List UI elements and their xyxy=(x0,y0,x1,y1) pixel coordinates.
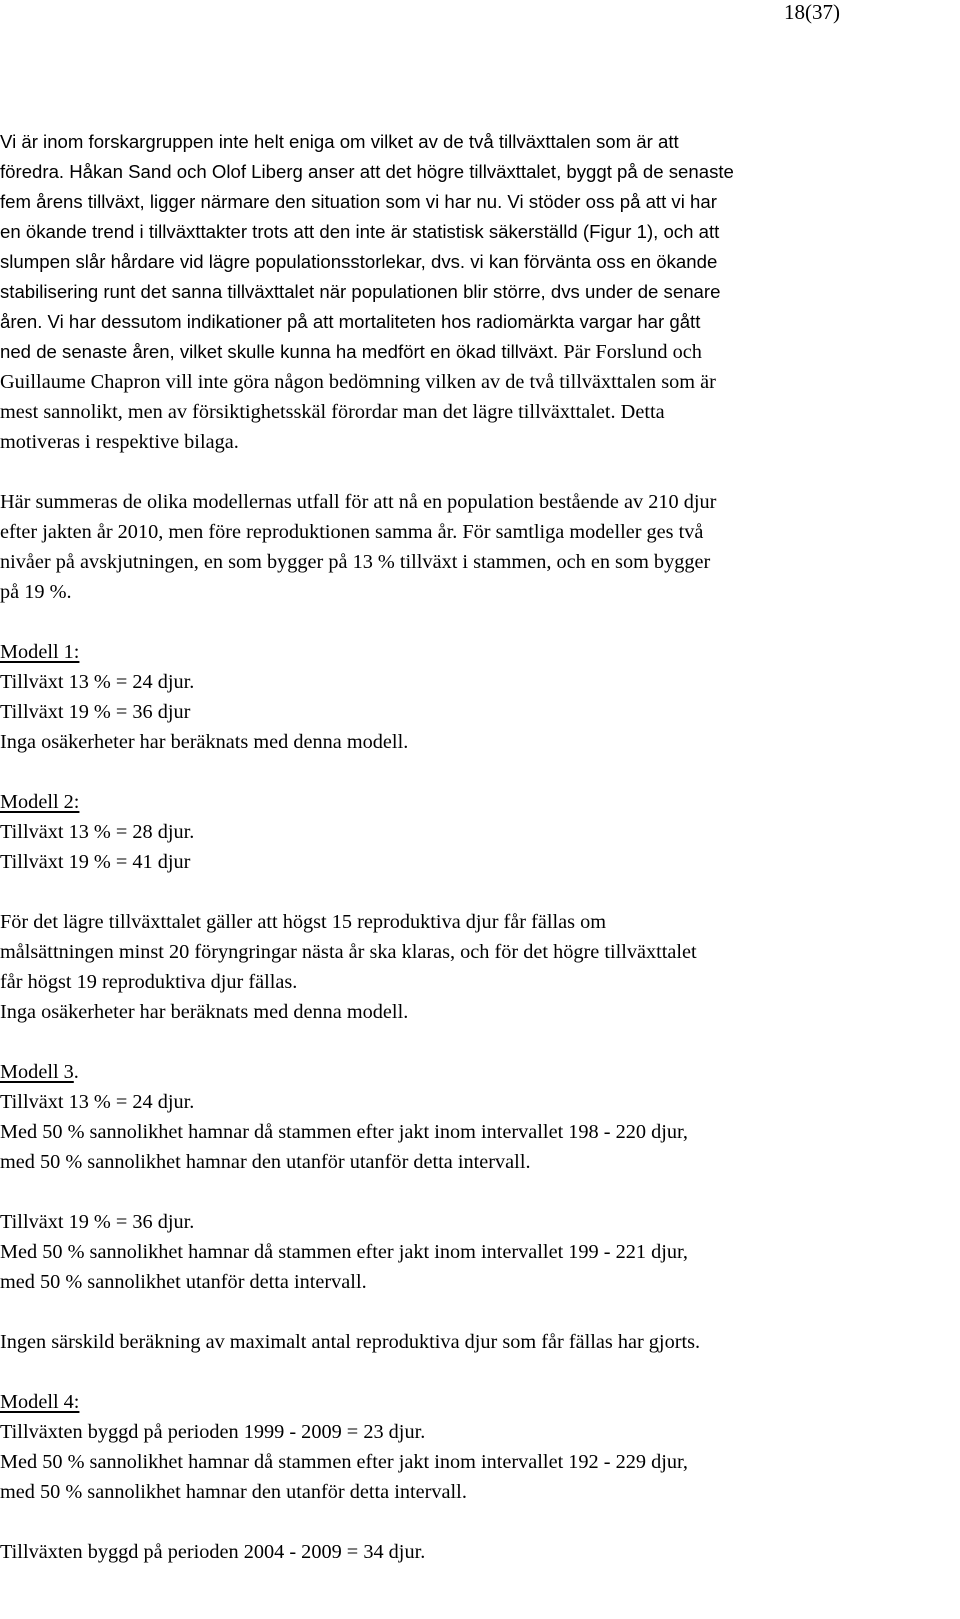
model-3-section xyxy=(0,1057,940,1177)
text-line: Med 50 % sannolikhet hamnar då stammen efter jakt inom intervallet 198 - 220 djur, xyxy=(0,1121,689,1143)
text-line: Tillväxten byggd på perioden 2004 - 2009 = 34 djur. xyxy=(0,1541,426,1563)
text-run: fem årens tillväxt, ligger närmare den situation som vi har nu. Vi stöder oss på att vi har xyxy=(0,191,717,212)
text-run: Guillaume Chapron vill inte göra någon bedömning vilken av de två tillväxttalen som är xyxy=(0,371,716,393)
text-line: Med 50 % sannolikhet hamnar då stammen efter jakt inom intervallet 192 - 229 djur, xyxy=(0,1451,689,1473)
text-line: Tillväxt 19 % = 41 djur xyxy=(0,851,191,873)
text-line xyxy=(0,277,940,307)
text-line: nivåer på avskjutningen, en som bygger på 13 % tillväxt i stammen, och en som bygger xyxy=(0,551,711,573)
paragraph-gap xyxy=(0,607,940,637)
heading-text: Modell 2: xyxy=(0,791,80,813)
text-line: får högst 19 reproduktiva djur fällas. xyxy=(0,971,298,993)
model-2-note xyxy=(0,907,940,1027)
text-run: mest sannolikt, men av försiktighetsskäl förordar man det lägre tillväxttalet. Detta xyxy=(0,401,665,423)
text-line: Inga osäkerheter har beräknats med denna modell. xyxy=(0,1001,409,1023)
text-line: Tillväxt 13 % = 24 djur. xyxy=(0,1091,195,1113)
text-line: Inga osäkerheter har beräknats med denna modell. xyxy=(0,731,409,753)
heading-text: Modell 3 xyxy=(0,1061,74,1083)
heading-suffix: . xyxy=(73,1061,79,1083)
text-line xyxy=(0,337,940,367)
paragraph-gap xyxy=(0,1357,940,1387)
heading-text: Modell 1: xyxy=(0,641,80,663)
text-line: För det lägre tillväxttalet gäller att högst 15 reproduktiva djur får fällas om xyxy=(0,911,607,933)
paragraph-gap xyxy=(0,877,940,907)
summary-paragraph xyxy=(0,487,940,607)
text-line xyxy=(0,397,940,427)
text-line: efter jakten år 2010, men före reproduktionen samma år. För samtliga modeller ges två xyxy=(0,521,704,543)
heading-text: Modell 4: xyxy=(0,1391,80,1413)
text-line xyxy=(0,157,940,187)
text-line xyxy=(0,247,940,277)
text-line: med 50 % sannolikhet hamnar den utanför utanför detta intervall. xyxy=(0,1151,531,1173)
text-line xyxy=(0,127,940,157)
text-line xyxy=(0,367,940,397)
text-line: på 19 %. xyxy=(0,581,72,603)
model-1-section xyxy=(0,637,940,757)
model-2-heading xyxy=(0,787,940,817)
text-run: föredra. Håkan Sand och Olof Liberg anser att det högre tillväxttalet, byggt på de senaste xyxy=(0,161,734,182)
model-3-heading xyxy=(0,1057,940,1087)
document-body xyxy=(0,127,940,1567)
paragraph-gap xyxy=(0,757,940,787)
paragraph-gap xyxy=(0,1297,940,1327)
paragraph-gap xyxy=(0,457,940,487)
text-run: ned de senaste åren, vilket skulle kunna ha medfört en ökad tillväxt. xyxy=(0,341,564,362)
model-3-block-2 xyxy=(0,1207,940,1297)
text-line: Tillväxt 19 % = 36 djur xyxy=(0,701,191,723)
text-run: Pär Forslund och xyxy=(563,341,702,363)
text-line: Tillväxt 13 % = 24 djur. xyxy=(0,671,195,693)
model-1-heading xyxy=(0,637,940,667)
model-4-section xyxy=(0,1387,940,1507)
text-run: en ökande trend i tillväxttakter trots att den inte är statistisk säkerställd (Figur 1), och att xyxy=(0,221,720,242)
model-2-section xyxy=(0,787,940,877)
text-line: med 50 % sannolikhet hamnar den utanför detta intervall. xyxy=(0,1481,467,1503)
text-line: Tillväxt 19 % = 36 djur. xyxy=(0,1211,195,1233)
text-run: motiveras i respektive bilaga. xyxy=(0,431,239,453)
text-line: målsättningen minst 20 föryngringar nästa år ska klaras, och för det högre tillväxttalet xyxy=(0,941,697,963)
page-number: 18(37) xyxy=(784,0,840,24)
paragraph-gap xyxy=(0,1507,940,1537)
text-run: stabilisering runt det sanna tillväxttalet när populationen blir större, dvs under de senare xyxy=(0,281,721,302)
paragraph-gap xyxy=(0,1027,940,1057)
text-line: Med 50 % sannolikhet hamnar då stammen efter jakt inom intervallet 199 - 221 djur, xyxy=(0,1241,689,1263)
text-line: Ingen särskild beräkning av maximalt antal reproduktiva djur som får fällas har gjorts. xyxy=(0,1331,701,1353)
model-3-note xyxy=(0,1327,940,1357)
text-run: slumpen slår hårdare vid lägre populationsstorlekar, dvs. vi kan förvänta oss en ökande xyxy=(0,251,718,272)
text-line: Tillväxt 13 % = 28 djur. xyxy=(0,821,195,843)
text-line xyxy=(0,427,940,457)
text-line: med 50 % sannolikhet utanför detta intervall. xyxy=(0,1271,367,1293)
text-run: åren. Vi har dessutom indikationer på att mortaliteten hos radiomärkta vargar har gått xyxy=(0,311,701,332)
model-4-heading xyxy=(0,1387,940,1417)
text-line xyxy=(0,187,940,217)
model-4-trailing xyxy=(0,1537,940,1567)
text-line xyxy=(0,307,940,337)
text-line xyxy=(0,217,940,247)
text-run: Vi är inom forskargruppen inte helt eniga om vilket av de två tillväxttalen som är att xyxy=(0,131,679,152)
text-line: Här summeras de olika modellernas utfall för att nå en population bestående av 210 djur xyxy=(0,491,717,513)
text-line: Tillväxten byggd på perioden 1999 - 2009 = 23 djur. xyxy=(0,1421,426,1443)
paragraph-gap xyxy=(0,1177,940,1207)
intro-paragraph xyxy=(0,127,940,457)
